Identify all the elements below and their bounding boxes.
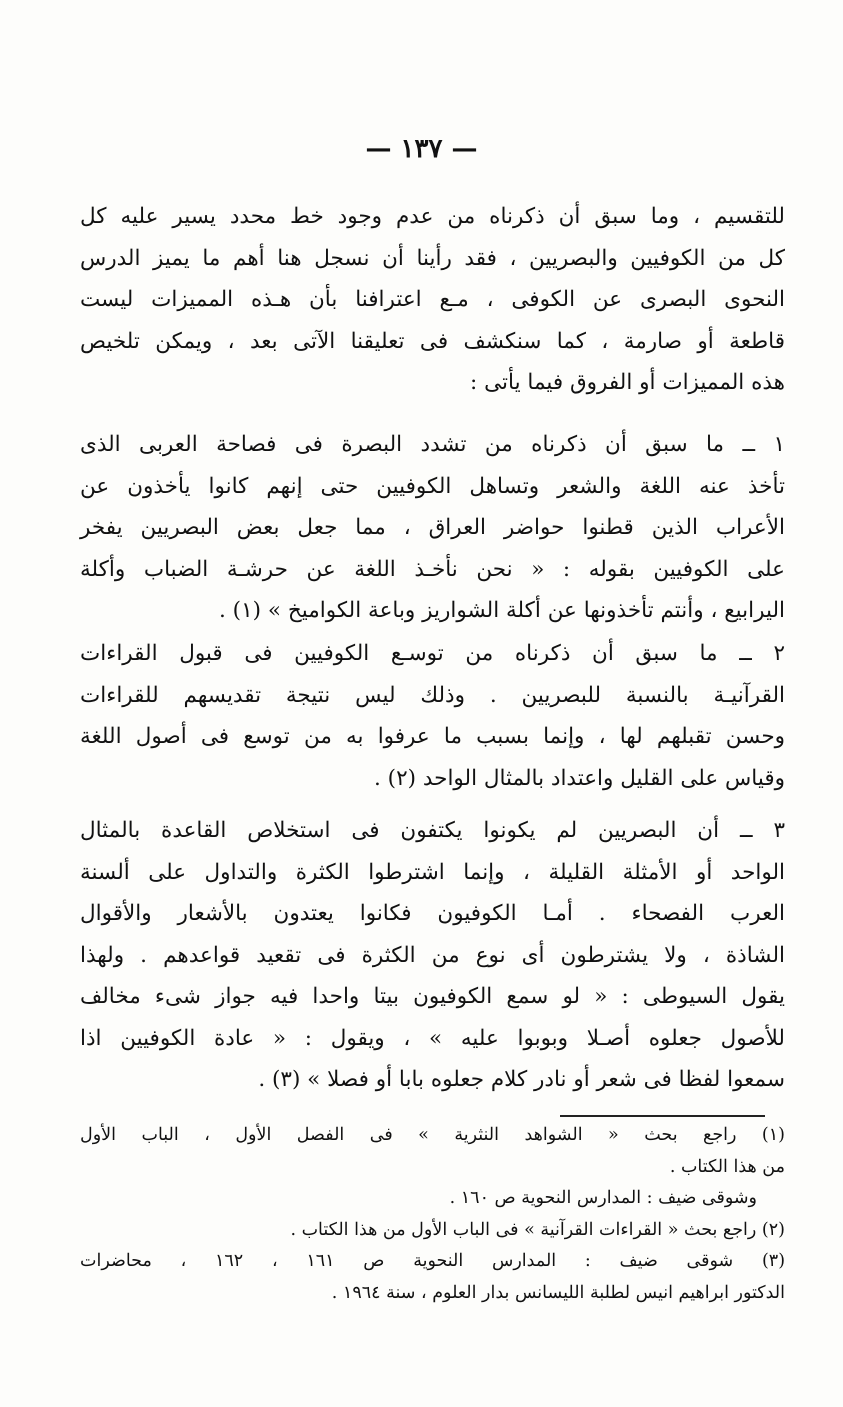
text-line: سمعوا لفظا فى شعر أو نادر كلام جعلوه بابا أو فصلا » (٣) . — [258, 1067, 785, 1092]
text-line: اليرابيع ، وأنتم تأخذونها عن أكلة الشواريز وباعة الكواميخ » (١) . — [219, 598, 785, 623]
text-line: النحوى البصرى عن الكوفى ، مـع اعترافنا بأن هـذه المميزات ليست — [80, 287, 785, 312]
footnote-line: (١) راجع بحث « الشواهد النثرية » فى الفصل الأول ، الباب الأول — [80, 1125, 785, 1145]
footnote-line: (٢) راجع بحث « القراءات القرآنية » فى الباب الأول من هذا الكتاب . — [290, 1219, 785, 1240]
text-line: الواحد أو الأمثلة القليلة ، وإنما اشترطوا الكثرة والتداول على ألسنة — [80, 859, 785, 885]
text-line: كل من الكوفيين والبصريين ، فقد رأينا أن نسجل هنا أهم ما يميز الدرس — [80, 245, 785, 271]
text-line: العرب الفصحاء . أمـا الكوفيون فكانوا يعتدون بالأشعار والأقوال — [80, 901, 785, 926]
footnotes — [80, 1120, 785, 1309]
text-line: قاطعة أو صارمة ، كما سنكشف فى تعليقنا الآتى بعد ، ويمكن تلخيص — [80, 328, 785, 354]
footnote-line: من هذا الكتاب . — [669, 1156, 785, 1177]
text-line: ٢ ــ ما سبق أن ذكرناه من توسـع الكوفيين فى قبول القراءات — [80, 641, 785, 666]
text-line: للأصول جعلوه أصـلا وبوبوا عليه » ، ويقول : « عادة الكوفيين اذا — [80, 1025, 785, 1051]
text-line: يقول السيوطى : « لو سمع الكوفيون بيتا واحدا فيه جواز شىء مخالف — [80, 984, 785, 1009]
text-line: على الكوفيين بقوله : « نحن نأخـذ اللغة عن حرشـة الضباب وأكلة — [80, 556, 785, 582]
text-line: وحسن تقبلهم لها ، وإنما بسبب ما عرفوا به من توسع فى أصول اللغة — [80, 724, 785, 749]
point-three-paragraph — [80, 810, 785, 1101]
text-line: هذه المميزات أو الفروق فيما يأتى : — [470, 370, 785, 395]
text-line: الشاذة ، ولا يشترطون أى نوع من الكثرة فى تقعيد قواعدهم . ولهذا — [80, 942, 785, 968]
text-line: الأعراب الذين قطنوا حواضر العراق ، مما جعل بعض البصريين يفخر — [80, 515, 785, 540]
text-line: ١ ــ ما سبق أن ذكرناه من تشدد البصرة فى فصاحة العربى الذى — [80, 432, 785, 457]
footnote-divider — [560, 1115, 765, 1117]
intro-paragraph — [80, 196, 785, 404]
footnote-line: الدكتور ابراهيم انيس لطلبة الليسانس بدار العلوم ، سنة ١٩٦٤ . — [331, 1282, 785, 1303]
footnote-line: وشوقى ضيف : المدارس النحوية ص ١٦٠ . — [449, 1188, 757, 1208]
footnote-line: (٣) شوقى ضيف : المدارس النحوية ص ١٦١ ، ١٦٢ ، محاضرات — [80, 1251, 786, 1271]
page-number: — ١٣٧ — — [365, 134, 478, 164]
text-line: وقياس على القليل واعتداد بالمثال الواحد (٢) . — [374, 765, 785, 791]
text-line: للتقسيم ، وما سبق أن ذكرناه من عدم وجود خط محدد يسير عليه كل — [80, 204, 785, 229]
point-one-paragraph — [80, 424, 785, 632]
point-two-paragraph — [80, 633, 785, 799]
text-line: تأخذ عنه اللغة والشعر وتساهل الكوفيين حتى إنهم كانوا يأخذون عن — [80, 473, 785, 499]
text-line: ٣ ــ أن البصريين لم يكونوا يكتفون فى استخلاص القاعدة بالمثال — [80, 818, 785, 843]
text-line: القرآنيـة بالنسبة للبصريين . وذلك ليس نتيجة تقديسهم للقراءات — [80, 682, 785, 708]
